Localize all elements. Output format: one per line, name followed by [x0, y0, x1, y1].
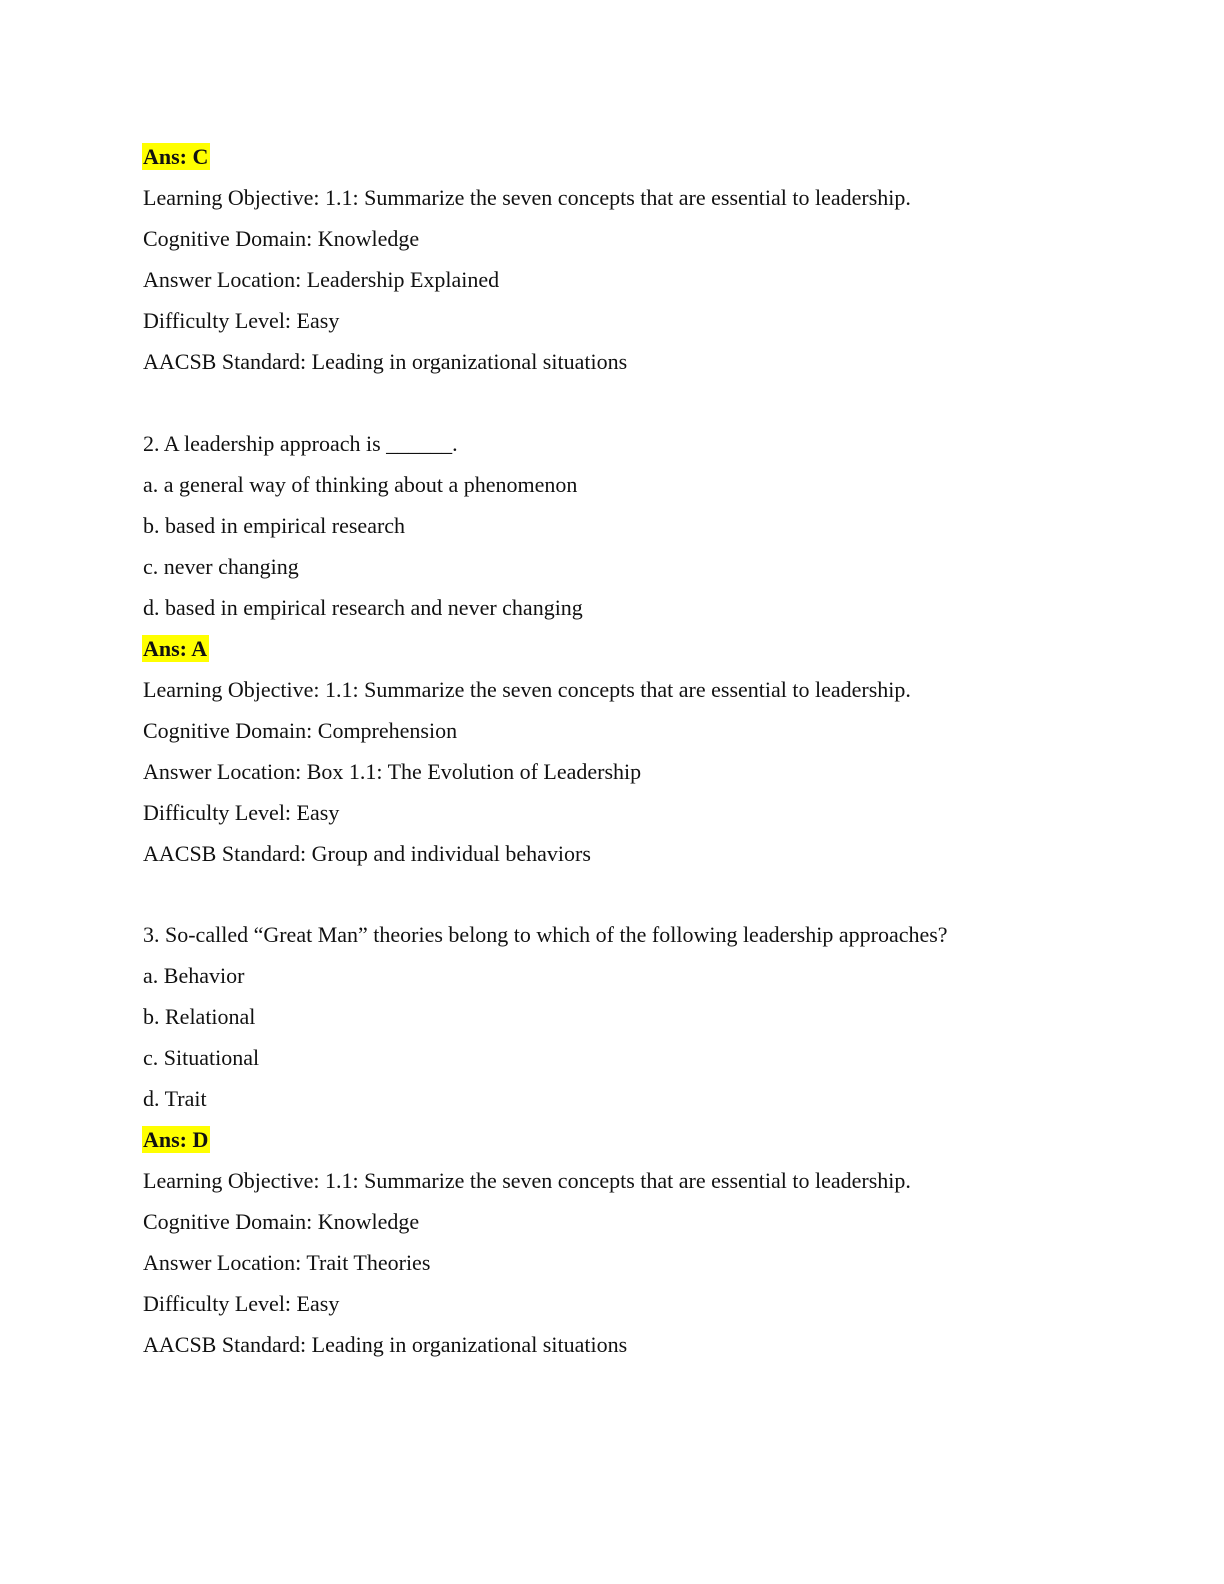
answer-key: Ans: C [143, 144, 209, 169]
question-3 [143, 914, 948, 1365]
answer-key: Ans: A [143, 636, 208, 661]
option-a: a. Behavior [143, 963, 245, 988]
cognitive-domain: Cognitive Domain: Knowledge [143, 226, 420, 251]
option-c: c. Situational [143, 1045, 260, 1070]
answer-location: Answer Location: Leadership Explained [143, 267, 500, 292]
option-b: b. Relational [143, 1004, 256, 1029]
difficulty-level: Difficulty Level: Easy [143, 1291, 340, 1316]
question-text: 2. A leadership approach is ______. [143, 431, 458, 456]
aacsb-standard: AACSB Standard: Leading in organizational situations [143, 349, 628, 374]
question-2 [143, 423, 911, 874]
option-b: b. based in empirical research [143, 513, 406, 538]
learning-objective: Learning Objective: 1.1: Summarize the seven concepts that are essential to leadership. [143, 677, 911, 702]
learning-objective: Learning Objective: 1.1: Summarize the seven concepts that are essential to leadership. [143, 185, 911, 210]
cognitive-domain: Cognitive Domain: Knowledge [143, 1209, 420, 1234]
answer-key: Ans: D [143, 1127, 209, 1152]
answer-location: Answer Location: Trait Theories [143, 1250, 431, 1275]
question-text: 3. So-called “Great Man” theories belong to which of the following leadership approaches? [143, 922, 948, 947]
difficulty-level: Difficulty Level: Easy [143, 308, 340, 333]
option-d: d. based in empirical research and never changing [143, 595, 583, 620]
answer-location: Answer Location: Box 1.1: The Evolution of Leadership [143, 759, 642, 784]
learning-objective: Learning Objective: 1.1: Summarize the seven concepts that are essential to leadership. [143, 1168, 911, 1193]
option-c: c. never changing [143, 554, 299, 579]
aacsb-standard: AACSB Standard: Leading in organizational situations [143, 1332, 628, 1357]
cognitive-domain: Cognitive Domain: Comprehension [143, 718, 458, 743]
option-a: a. a general way of thinking about a phenomenon [143, 472, 578, 497]
option-d: d. Trait [143, 1086, 207, 1111]
aacsb-standard: AACSB Standard: Group and individual behaviors [143, 841, 591, 866]
difficulty-level: Difficulty Level: Easy [143, 800, 340, 825]
question-1-metadata [143, 136, 911, 382]
